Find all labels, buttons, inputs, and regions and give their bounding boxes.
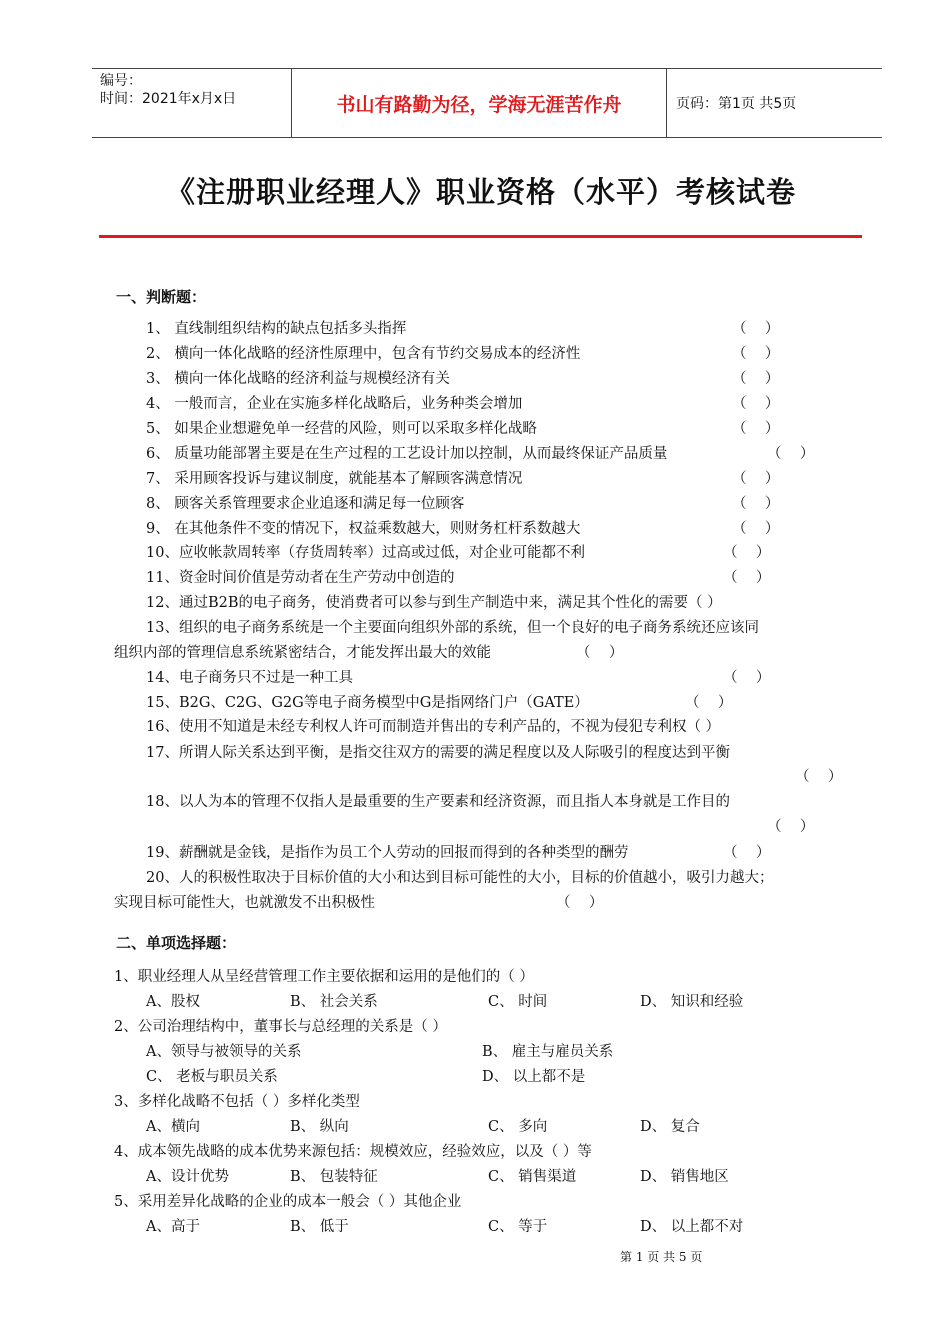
header-meta xyxy=(92,69,292,137)
answer-blank[interactable]: （ ） xyxy=(723,845,771,861)
judge-question-text: 实现目标可能性大，也就激发不出积极性 xyxy=(114,895,375,911)
judge-question-text: 4、 一般而言，企业在实施多样化战略后，业务种类会增加 xyxy=(146,396,523,412)
choice-option[interactable]: C、 老板与职员关系 xyxy=(146,1069,278,1085)
choice-option[interactable]: B、 低于 xyxy=(290,1219,349,1235)
choice-option[interactable]: C、 销售渠道 xyxy=(488,1169,577,1185)
choice-option[interactable]: A、横向 xyxy=(146,1119,200,1135)
choice-question-text: 3、多样化战略不包括（ ）多样化类型 xyxy=(114,1094,360,1110)
answer-blank[interactable]: （ ） xyxy=(723,570,771,586)
choice-option[interactable]: B、 包装特征 xyxy=(290,1169,378,1185)
answer-blank[interactable]: （ ） xyxy=(732,371,780,387)
choice-question-text: 5、采用差异化战略的企业的成本一般会（ ）其他企业 xyxy=(114,1194,462,1210)
judge-question-text: 17、所谓人际关系达到平衡，是指交往双方的需要的满足程度以及人际吸引的程度达到平衡 xyxy=(146,745,730,761)
page-footer: 第 1 页 共 5 页 xyxy=(620,1250,703,1264)
judge-question-text: 5、 如果企业想避免单一经营的风险，则可以采取多样化战略 xyxy=(146,421,537,437)
judge-question-text: 组织内部的管理信息系统紧密结合，才能发挥出最大的效能 xyxy=(114,645,491,661)
judge-question-text: 10、应收帐款周转率（存货周转率）过高或过低，对企业可能都不利 xyxy=(146,545,585,561)
answer-blank[interactable]: （ ） xyxy=(723,670,771,686)
answer-blank[interactable]: （ ） xyxy=(732,471,780,487)
judge-question-text: 19、薪酬就是金钱，是指作为员工个人劳动的回报而得到的各种类型的酬劳 xyxy=(146,845,629,861)
answer-blank[interactable]: （ ） xyxy=(723,545,771,561)
answer-blank[interactable]: （ ） xyxy=(732,496,780,512)
answer-blank[interactable]: （ ） xyxy=(576,645,624,661)
judge-question-text: 11、资金时间价值是劳动者在生产劳动中创造的 xyxy=(146,570,455,586)
judge-question-text: 1、 直线制组织结构的缺点包括多头指挥 xyxy=(146,321,407,337)
choice-option[interactable]: A、股权 xyxy=(146,994,200,1010)
judge-question-text: 3、 横向一体化战略的经济利益与规模经济有关 xyxy=(146,371,450,387)
choice-option[interactable]: D、 销售地区 xyxy=(640,1169,729,1185)
judge-question-text: 14、电子商务只不过是一种工具 xyxy=(146,670,353,686)
answer-blank[interactable]: （ ） xyxy=(732,521,780,537)
section-heading-choice: 二、单项选择题： xyxy=(116,934,237,952)
choice-option[interactable]: B、 雇主与雇员关系 xyxy=(482,1044,614,1060)
header-number-label: 编号： xyxy=(100,73,142,89)
judge-question-text: 13、组织的电子商务系统是一个主要面向组织外部的系统，但一个良好的电子商务系统还应该同 xyxy=(146,620,759,636)
answer-blank[interactable]: （ ） xyxy=(795,769,843,785)
answer-blank[interactable]: （ ） xyxy=(732,396,780,412)
judge-question-text: 7、 采用顾客投诉与建议制度，就能基本了解顾客满意情况 xyxy=(146,471,523,487)
header-motto: 书山有路勤为径，学海无涯苦作舟 xyxy=(292,69,667,137)
judge-question-text: 20、人的积极性取决于目标价值的大小和达到目标可能性的大小，目标的价值越小，吸引力越大； xyxy=(146,870,774,886)
answer-blank[interactable]: （ ） xyxy=(685,695,733,711)
choice-option[interactable]: A、领导与被领导的关系 xyxy=(146,1044,302,1060)
choice-option[interactable]: D、 以上都不对 xyxy=(640,1219,744,1235)
choice-option[interactable]: D、 以上都不是 xyxy=(482,1069,586,1085)
choice-question-text: 2、公司治理结构中，董事长与总经理的关系是（ ） xyxy=(114,1019,447,1035)
exam-title: 《注册职业经理人》职业资格（水平）考核试卷 xyxy=(165,175,796,209)
answer-blank[interactable]: （ ） xyxy=(732,421,780,437)
judge-question-text: 18、以人为本的管理不仅指人是最重要的生产要素和经济资源，而且指人本身就是工作目的 xyxy=(146,794,730,810)
judge-question-text: 2、 横向一体化战略的经济性原理中，包含有节约交易成本的经济性 xyxy=(146,346,581,362)
judge-question-text: 15、B2G、C2G、G2G等电子商务模型中G是指网络门户（GATE） xyxy=(146,695,589,711)
judge-question-text: 9、 在其他条件不变的情况下，权益乘数越大，则财务杠杆系数越大 xyxy=(146,521,581,537)
choice-option[interactable]: C、 多向 xyxy=(488,1119,548,1135)
header-table xyxy=(92,68,882,138)
choice-option[interactable]: C、 时间 xyxy=(488,994,548,1010)
section-heading-judge: 一、判断题： xyxy=(116,288,207,306)
choice-option[interactable]: B、 社会关系 xyxy=(290,994,378,1010)
choice-question-text: 4、成本领先战略的成本优势来源包括：规模效应，经验效应，以及（ ）等 xyxy=(114,1144,592,1160)
answer-blank[interactable]: （ ） xyxy=(767,446,815,462)
answer-blank[interactable]: （ ） xyxy=(767,819,815,835)
choice-option[interactable]: D、 复合 xyxy=(640,1119,700,1135)
choice-question-text: 1、职业经理人从呈经营管理工作主要依据和运用的是他们的（ ） xyxy=(114,969,534,985)
judge-question-text: 6、 质量功能部署主要是在生产过程的工艺设计加以控制，从而最终保证产品质量 xyxy=(146,446,668,462)
choice-option[interactable]: B、 纵向 xyxy=(290,1119,349,1135)
header-time-label: 时间：2021年x月x日 xyxy=(100,91,237,107)
judge-question-text: 16、使用不知道是未经专利权人许可而制造并售出的专利产品的，不视为侵犯专利权（ ） xyxy=(146,719,721,735)
judge-question-text: 12、通过B2B的电子商务，使消费者可以参与到生产制造中来，满足其个性化的需要（ ） xyxy=(146,595,722,611)
header-page-info: 页码：第1页 共5页 xyxy=(676,96,797,112)
answer-blank[interactable]: （ ） xyxy=(732,346,780,362)
answer-blank[interactable]: （ ） xyxy=(556,895,604,911)
choice-option[interactable]: C、 等于 xyxy=(488,1219,548,1235)
choice-option[interactable]: D、 知识和经验 xyxy=(640,994,744,1010)
answer-blank[interactable]: （ ） xyxy=(732,321,780,337)
choice-option[interactable]: A、设计优势 xyxy=(146,1169,229,1185)
judge-question-text: 8、 顾客关系管理要求企业追逐和满足每一位顾客 xyxy=(146,496,465,512)
title-divider xyxy=(99,235,862,238)
choice-option[interactable]: A、高于 xyxy=(146,1219,200,1235)
